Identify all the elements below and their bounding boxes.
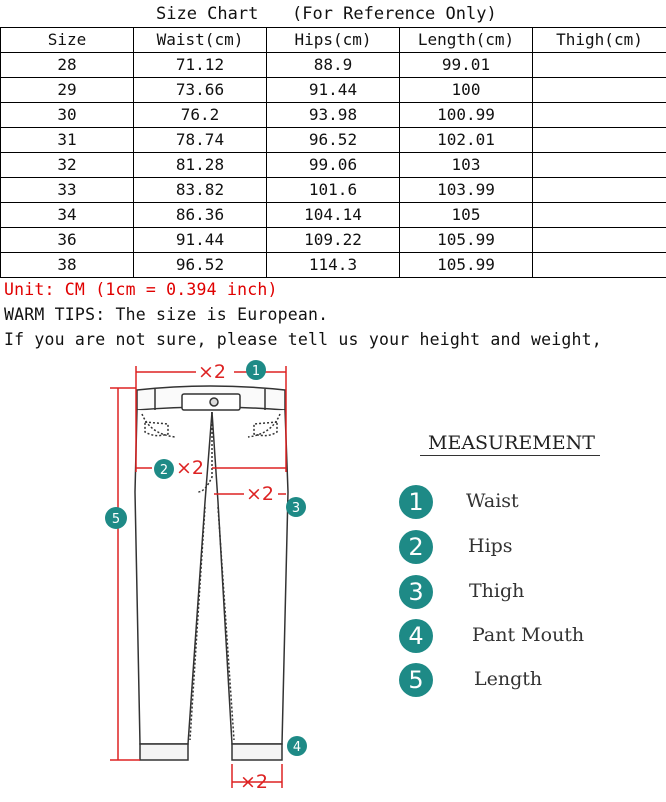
waist-times2-label: ×2 [198, 361, 227, 383]
table-cell: 99.06 [267, 153, 400, 178]
table-row [1, 178, 666, 203]
table-cell: 38 [1, 253, 134, 278]
table-cell: 33 [1, 178, 134, 203]
table-cell: 30 [1, 103, 134, 128]
table-cell: 91.44 [267, 78, 400, 103]
legend-label: Pant Mouth [472, 624, 585, 646]
table-row [1, 103, 666, 128]
header-size: Size [1, 28, 134, 53]
table-cell: 78.74 [134, 128, 267, 153]
table-row [1, 228, 666, 253]
mouth-badge-number: 4 [292, 740, 302, 755]
table-cell: 86.36 [134, 203, 267, 228]
table-row [1, 153, 666, 178]
table-cell: 76.2 [134, 103, 267, 128]
legend-number-icon: 1 [399, 485, 433, 519]
hips-times2-label: ×2 [176, 457, 205, 479]
table-cell: 31 [1, 128, 134, 153]
table-cell: 73.66 [134, 78, 267, 103]
table-row [1, 253, 666, 278]
table-cell: 28 [1, 53, 134, 78]
header-thigh: Thigh(cm) [533, 28, 666, 53]
table-row [1, 203, 666, 228]
legend-label: Thigh [469, 580, 525, 602]
unit-note: Unit: CM (1cm = 0.394 inch) [4, 280, 278, 299]
thigh-badge-number: 3 [291, 501, 301, 516]
table-cell [533, 153, 666, 178]
table-cell: 101.6 [267, 178, 400, 203]
table-cell: 93.98 [267, 103, 400, 128]
table-cell [533, 78, 666, 103]
table-cell [533, 178, 666, 203]
table-cell: 100.99 [400, 103, 533, 128]
unsure-note: If you are not sure, please tell us your height and weight, [4, 330, 602, 349]
hips-badge-number: 2 [159, 463, 169, 478]
table-cell: 114.3 [267, 253, 400, 278]
header-hips: Hips(cm) [267, 28, 400, 53]
table-cell: 96.52 [134, 253, 267, 278]
table-cell [533, 203, 666, 228]
table-cell: 96.52 [267, 128, 400, 153]
table-cell: 32 [1, 153, 134, 178]
table-cell: 29 [1, 78, 134, 103]
legend-number-icon: 3 [399, 575, 433, 609]
table-cell: 36 [1, 228, 134, 253]
legend-label: Hips [468, 535, 513, 557]
table-cell: 71.12 [134, 53, 267, 78]
table-cell [533, 128, 666, 153]
table-row [1, 53, 666, 78]
table-body [1, 53, 666, 278]
table-cell: 91.44 [134, 228, 267, 253]
size-chart-table [0, 27, 666, 278]
table-cell: 105.99 [400, 228, 533, 253]
chart-title-main: Size Chart [156, 4, 259, 24]
table-cell: 102.01 [400, 128, 533, 153]
header-waist: Waist(cm) [134, 28, 267, 53]
mouth-times2-label: ×2 [240, 771, 269, 793]
table-cell: 109.22 [267, 228, 400, 253]
legend-number-icon: 4 [399, 619, 433, 653]
pants-diagram [0, 352, 340, 802]
table-cell: 34 [1, 203, 134, 228]
legend-label: Waist [466, 490, 519, 512]
table-cell [533, 103, 666, 128]
table-cell: 88.9 [267, 53, 400, 78]
length-badge-number: 5 [111, 512, 121, 527]
table-cell [533, 253, 666, 278]
waist-badge-number: 1 [251, 364, 261, 379]
table-cell: 81.28 [134, 153, 267, 178]
legend-title: MEASUREMENT [428, 432, 595, 454]
table-cell: 104.14 [267, 203, 400, 228]
thigh-times2-label: ×2 [246, 483, 275, 505]
legend-label: Length [474, 668, 543, 690]
table-cell: 99.01 [400, 53, 533, 78]
table-cell [533, 228, 666, 253]
table-cell: 83.82 [134, 178, 267, 203]
table-row [1, 78, 666, 103]
table-header-row [1, 28, 666, 53]
legend-underline [420, 455, 600, 456]
table-cell [533, 53, 666, 78]
header-length: Length(cm) [400, 28, 533, 53]
chart-title-subtitle: (For Reference Only) [292, 4, 497, 24]
legend-number-icon: 5 [399, 663, 433, 697]
table-cell: 103 [400, 153, 533, 178]
table-cell: 100 [400, 78, 533, 103]
table-cell: 103.99 [400, 178, 533, 203]
table-row [1, 128, 666, 153]
chart-title [0, 4, 666, 26]
warm-tips-note: WARM TIPS: The size is European. [4, 305, 329, 324]
table-cell: 105 [400, 203, 533, 228]
legend-number-icon: 2 [399, 530, 433, 564]
table-cell: 105.99 [400, 253, 533, 278]
pants-outline-icon [135, 386, 288, 760]
